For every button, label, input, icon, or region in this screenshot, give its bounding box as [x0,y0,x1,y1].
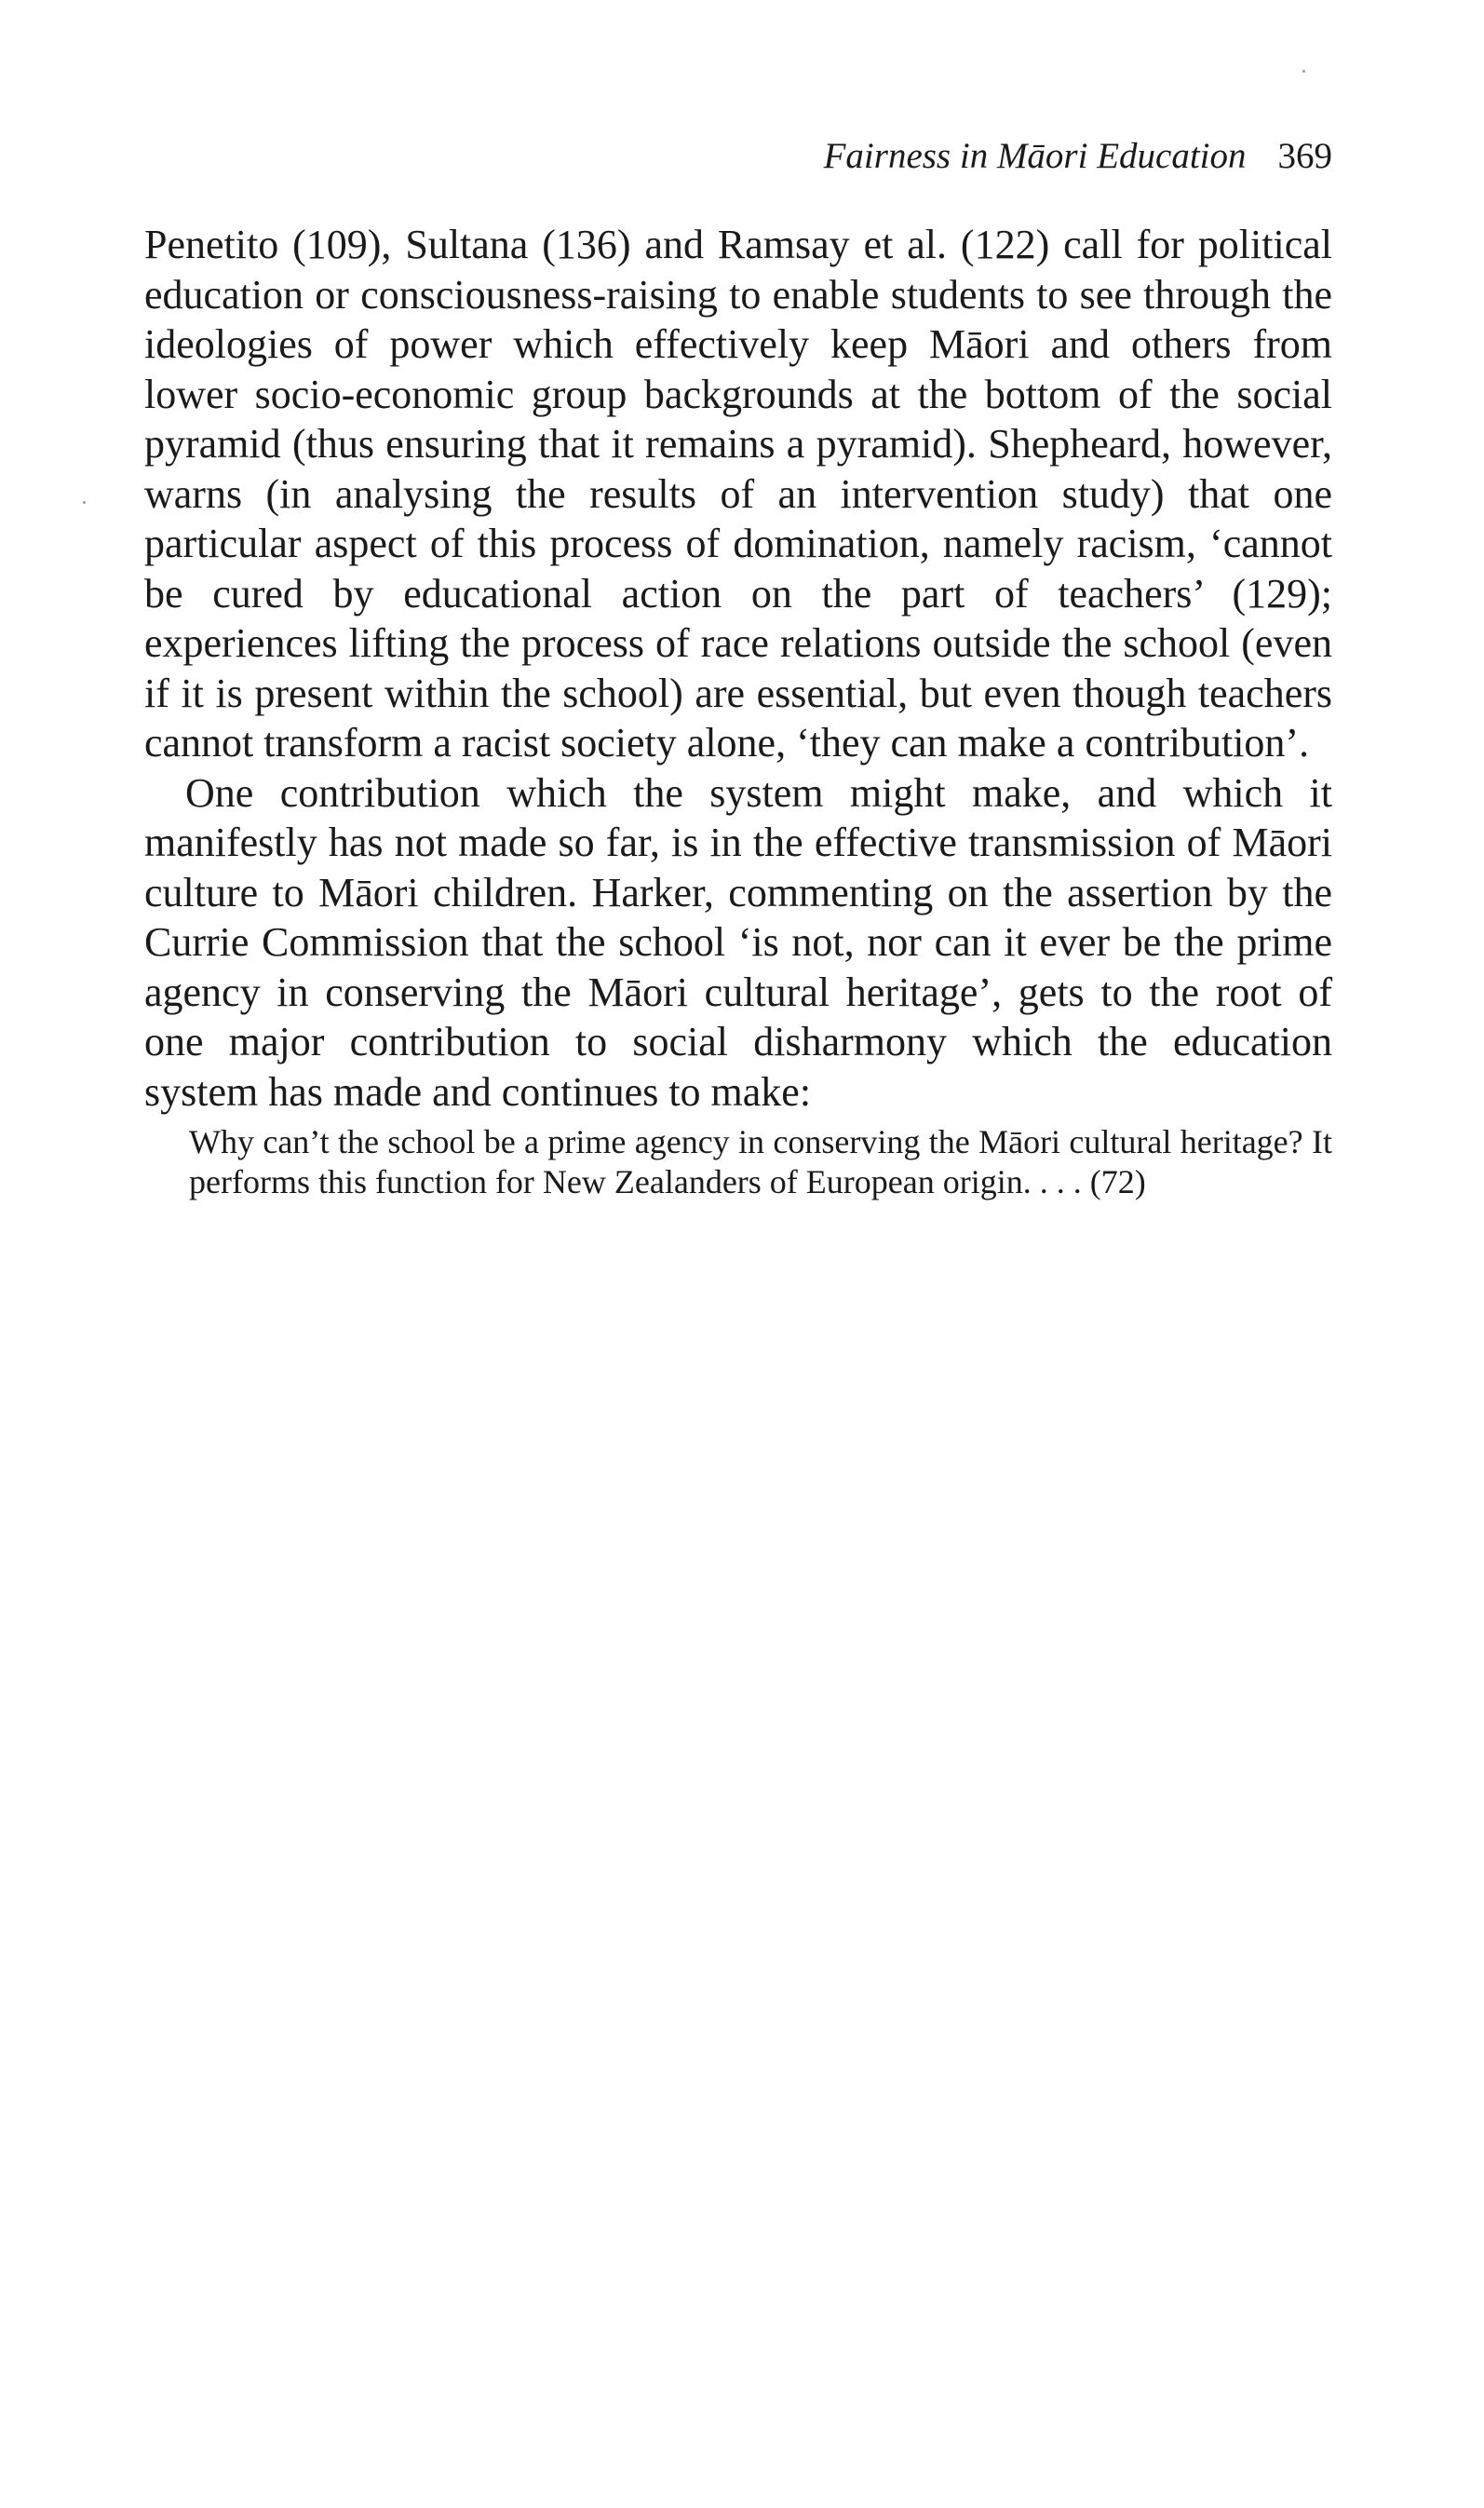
block-quote: Why can’t the school be a prime agency in conserving the Māori cultural heritage? It performs this function for New Zealanders of European origin. . . . (72) [189,1123,1332,1200]
scan-speck [1302,70,1305,73]
page-number: 369 [1277,136,1332,176]
paragraph-2: One contribution which the system might make, and which it manifestly has not made so far, is in the effective transmission of Māori culture to Māori children. Harker, commenting on the assertion by the Currie Commission that the school ‘is not, nor can it ever be the prime agency in conserving the Māori cultural heritage’, gets to the root of one major contribution to social disharmony which the education system has made and continues to make: [144,769,1332,1115]
running-head [0,138,1332,174]
scan-speck [83,501,86,504]
paragraph-1: Penetito (109), Sultana (136) and Ramsay et al. (122) call for political education or consciousness-raising to enable students to see through the ideologies of power which effectively keep Māori and others from lower socio-economic group backgrounds at the bottom of the social pyramid (thus ensuring that it remains a pyramid). Shepheard, however, warns (in analysing the results of an intervention study) that one particular aspect of this process of domination, namely racism, ‘cannot be cured by educational action on the part of teachers’ (129); experiences lifting the process of race relations outside the school (even if it is present within the school) are essential, but even though teachers cannot transform a racist society alone, ‘they can make a contribution’. [144,222,1332,766]
body-text [144,220,1332,1202]
running-head-title: Fairness in Māori Education [823,136,1247,176]
